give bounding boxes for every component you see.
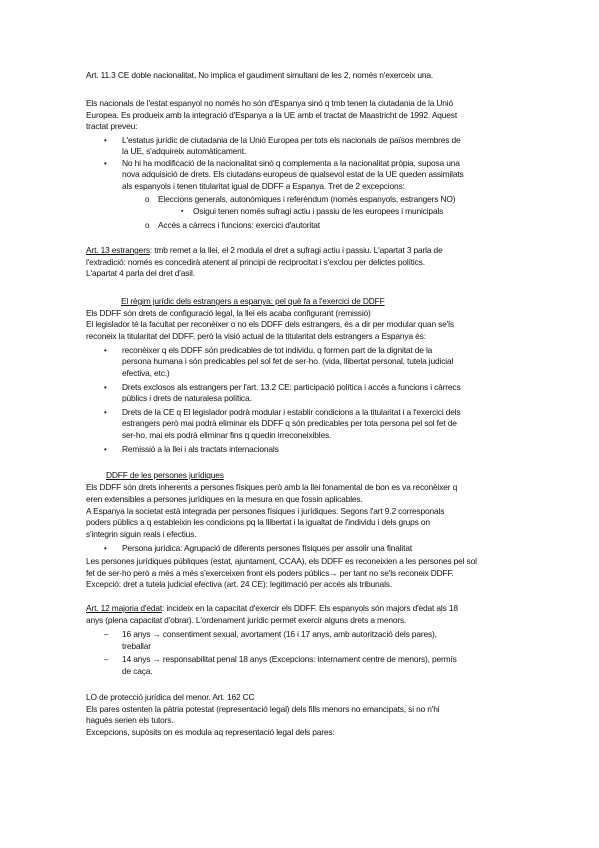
art-12-text: : incideix en la capacitat d'exercir els DDFF. Els espanyols són majors d'edat als 18: [162, 603, 458, 613]
paragraph-line: tractat preveu:: [86, 121, 138, 131]
list-item-line: 14 anys → responsabilitat penal 18 anys (Excepcions: internament centre de menors), permís: [122, 654, 457, 664]
art-13-label: Art. 13 estrangers: [86, 245, 150, 255]
list-item-line: reconèixer q els DDFF són predicables de tot individu, q formen part de la dignitat de la: [122, 345, 433, 355]
circle-bullet-icon: o: [145, 221, 150, 230]
list-item-line: estrangers però mai podrà eliminar els DDFF q són predicables per tota persona pel sol fet de: [122, 418, 457, 428]
list-item-line: de caça.: [122, 666, 153, 676]
square-bullet-icon: ▪: [181, 208, 184, 215]
list-item-line: No hi ha modificació de la nacionalitat sinó q complementa a la nacionalitat pròpia, suposa una: [122, 158, 460, 168]
bullet-icon: •: [104, 408, 107, 417]
paragraph-line: l'extradició: només es concedirà atenent al principi de reciprocitat i s'exclou per delictes polítics.: [86, 257, 425, 267]
dash-bullet-icon: –: [104, 655, 109, 664]
paragraph-line: Excepció: dret a tutela judicial efectiva (art. 24 CE): legitimació per accés als tribunals.: [86, 579, 392, 589]
paragraph-line: L'apartat 4 parla del dret d'asil.: [86, 268, 195, 278]
paragraph-line: A Espanya la societat està integrada per persones físiques i jurídiques. Segons l'art 9.2 corresponals: [86, 506, 445, 516]
circle-bullet-icon: o: [145, 195, 150, 204]
list-item-line: L'estatus jurídic de ciutadania de la Unió Europea per tots els nacionals de països membres de: [122, 135, 461, 145]
list-item-line: 16 anys → consentiment sexual, avortament (16 i 17 anys, amb autorització dels pares),: [122, 629, 437, 639]
paragraph-line: LO de protecció jurídica del menor. Art. 162 CC: [86, 692, 255, 702]
paragraph-line: anys (plena capacitat d'obrar). L'ordenament jurídic permet exercir alguns drets a menors.: [86, 615, 407, 625]
art-12-label: Art. 12 majoria d'edat: [86, 603, 163, 613]
list-item-line: treballar: [122, 641, 151, 651]
list-item-line: Drets de la CE q El legislador podrà modular i establir condicions a la titularitat i a l'exercici dels: [122, 407, 461, 417]
list-item-line: públics i drets de naturalesa política.: [122, 393, 252, 403]
paragraph-line: Els pares ostenten la pàtria potestat (representació legal) dels fills menors no emancipats, si no n'hi: [86, 704, 440, 714]
paragraph-line: fet de ser-ho però a més a més s'exerceixen front els poders públics→ per tant no se'ls reconeix DDFF.: [86, 568, 454, 578]
paragraph-line: Els DDFF són drets de configuració legal, la llei els acaba configurant (remissió): [86, 308, 371, 318]
paragraph-line: El legislador té la facultat per reconèixer o no els DDFF dels estrangers, és a dir per modular quan se'ls: [86, 319, 454, 329]
list-item-line: la UE, s'adquireix automàticament.: [122, 146, 247, 156]
bullet-icon: •: [104, 346, 107, 355]
paragraph-line: Els nacionals de l'estat espanyol no només ho són d'Espanya sinó q tmb tenen la ciutadania de la Unió: [86, 98, 454, 108]
bullet-icon: •: [104, 445, 107, 454]
section-heading: DDFF de les persones jurídiques: [106, 470, 224, 480]
sub-sub-list-item: Osigui tenen només sufragi actiu i passiu de les europees i municipals: [193, 206, 444, 216]
paragraph-line: s'integrin siguin reals i efectius.: [86, 529, 197, 539]
paragraph-line: Europea. Es produeix amb la integració d'Espanya a la UE amb el tractat de Maastricht de 1992. Aquest: [86, 110, 457, 120]
paragraph-line: reconeix la titularitat del DDFF, però la visió actual de la titularitat dels estrangers a Espanya és:: [86, 331, 426, 341]
paragraph-line: Excepcions, supòsits on es modula aq representació legal dels pares:: [86, 727, 335, 737]
list-item-line: als espanyols i tenen titularitat igual de DDFF a Espanya. Tret de 2 excepcions:: [122, 181, 405, 191]
list-item-line: Persona jurídica: Agrupació de diferents persones físiques per assolir una finalitat: [122, 543, 413, 553]
bullet-icon: •: [104, 136, 107, 145]
art-13-line: [86, 245, 443, 256]
bullet-icon: •: [104, 383, 107, 392]
bullet-icon: •: [104, 544, 107, 553]
list-item-line: persona humana i són predicables pel sol fet de ser-ho. (vida, llibertat personal, tutela judicial: [122, 356, 454, 366]
bullet-icon: •: [104, 159, 107, 168]
list-item-line: Remissió a la llei i als tractats internacionals: [122, 444, 279, 454]
paragraph-line: eren extensibles a persones jurídiques en la mesura en que fossin aplicables.: [86, 494, 363, 504]
list-item-line: nova adquisició de drets. Els ciutadans europeus de qualsevol estat de la UE queden assimilats: [122, 169, 464, 179]
sub-list-item: Accés a càrrecs i funcions: exercici d'autoritat: [158, 220, 320, 230]
list-item-line: efectiva, etc.): [122, 368, 170, 378]
paragraph-line: hagués serien els tutors.: [86, 715, 174, 725]
dash-bullet-icon: –: [104, 630, 109, 639]
sub-list-item: Eleccions generals, autonòmiques i referèndum (només espanyols, estrangers NO): [158, 194, 456, 204]
list-item-line: ser-ho, mai els podrà eliminar fins q quedin irreconeixibles.: [122, 430, 332, 440]
paragraph-line: Els DDFF són drets inherents a persones físiques però amb la llei fonamental de bon es va reconèixer q: [86, 482, 458, 492]
paragraph-line: Les persones jurídiques públiques (estat, ajuntament, CCAA), els DDFF es reconeixien a les persones pel sol: [86, 556, 477, 566]
section-heading: El règim jurídic dels estrangers a espanya: pel què fa a l'exercici de DDFF: [121, 296, 385, 306]
paragraph-line: poders públics a q estableixin les condicions pq la llibertat i la igualtat de l'individu i dels grups on: [86, 517, 430, 527]
art-12-line: [86, 603, 458, 614]
art-13-text: : tmb remet a la llei, el 2 modula el dret a sufragi actiu i passiu. L'apartat 3 parla de: [149, 245, 443, 255]
art-11-3-line: Art. 11.3 CE doble nacionalitat, No implica el gaudiment simultani de les 2, només n'exerceix una.: [86, 70, 434, 80]
list-item-line: Drets exclosos als estrangers per l'art. 13.2 CE: participació política i accés a funcions i càrrecs: [122, 382, 461, 392]
